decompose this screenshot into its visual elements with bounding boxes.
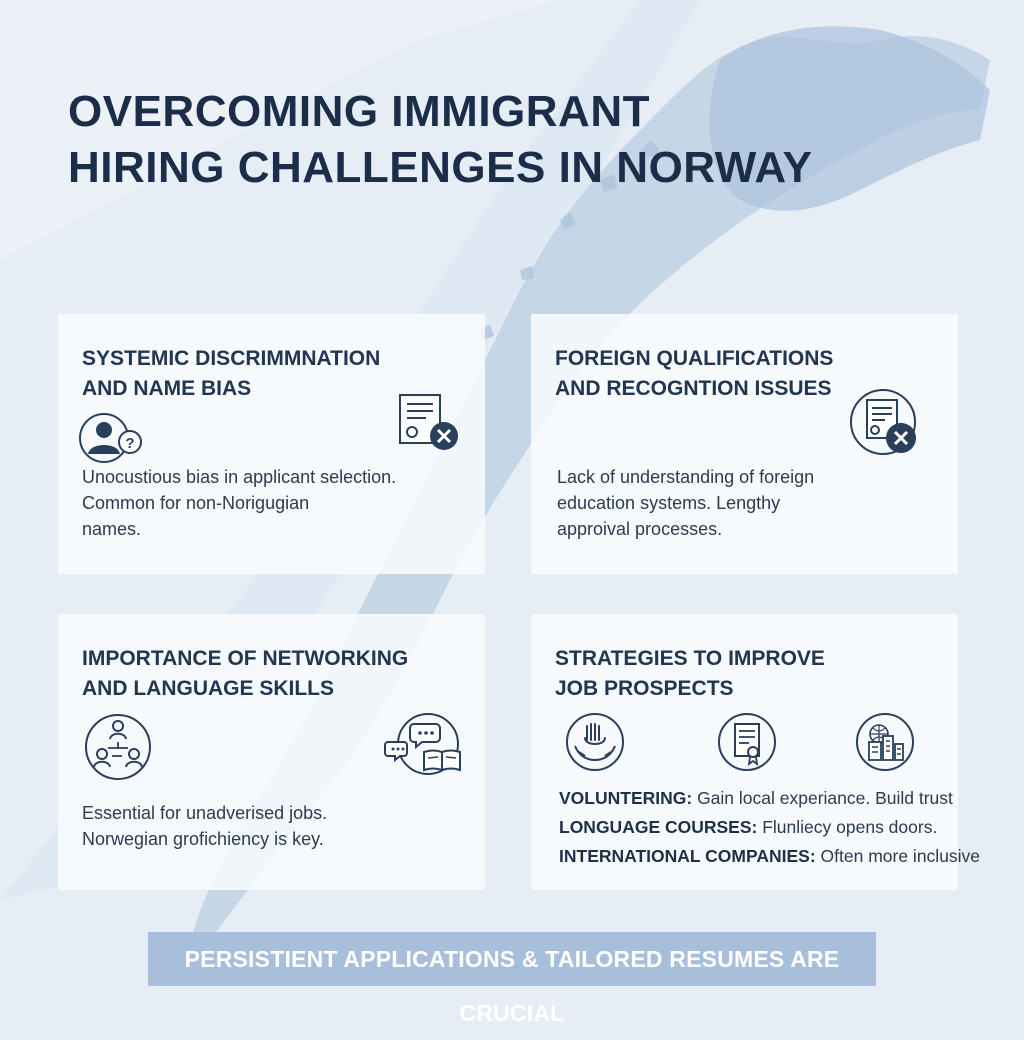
card-heading <box>555 644 825 704</box>
card-heading <box>555 344 833 404</box>
card-heading-line-2: JOB PROSPECTS <box>555 677 734 700</box>
certificate-rejected-icon <box>396 392 462 454</box>
card-text-line-3: names. <box>82 519 142 539</box>
list-item-text: Flunliecy opens doors. <box>757 817 938 837</box>
card-description <box>557 464 814 542</box>
svg-text:?: ? <box>125 435 135 452</box>
card-strategies <box>531 614 981 890</box>
strategies-list <box>559 784 980 871</box>
certificate-icon <box>717 712 777 772</box>
card-heading-line-2: AND RECOGNTION ISSUES <box>555 377 832 400</box>
card-text-line-1: Lack of understanding of foreign <box>557 467 815 487</box>
list-item <box>559 784 980 813</box>
card-qualifications <box>531 314 958 574</box>
page-title-line-1: OVERCOMING IMMIGRANT <box>68 87 650 136</box>
card-heading-line-2: AND LANGUAGE SKILLS <box>82 677 334 700</box>
card-heading-line-2: AND NAME BIAS <box>82 377 252 400</box>
card-description <box>82 464 396 542</box>
person-question-icon <box>78 410 148 466</box>
list-item-text: Often more inclusive <box>815 846 981 866</box>
card-text-line-2: Common for non-Norigugian <box>82 493 310 513</box>
page-title-line-2: HIRING CHALLENGES IN NORWAY <box>68 143 813 192</box>
list-item <box>559 842 980 871</box>
list-item-text: Gain local experiance. Build trust <box>692 788 953 808</box>
card-text-line-2: Norwegian grofichiency is key. <box>82 829 324 849</box>
document-rejected-icon <box>849 386 925 462</box>
card-heading-line-1: FOREIGN QUALIFICATIONS <box>555 347 834 370</box>
card-heading-line-1: STRATEGIES TO IMPROVE <box>555 647 825 670</box>
card-heading-line-1: SYSTEMIC DISCRIMMNATION <box>82 347 381 370</box>
card-text-line-1: Unocustious bias in applicant selection. <box>82 467 397 487</box>
card-text-line-2: education systems. Lengthy <box>557 493 781 513</box>
page-title <box>68 84 812 196</box>
list-item-label: LONGUAGE COURSES: <box>559 817 758 837</box>
list-item-label: INTERNATIONAL COMPANIES: <box>559 846 816 866</box>
list-item-label: VOLUNTERING: <box>559 788 693 808</box>
footer-banner: PERSISTIENT APPLICATIONS & TAILORED RESUMES ARE CRUCIAL <box>148 932 876 986</box>
network-people-icon <box>82 712 154 782</box>
card-heading <box>82 644 408 704</box>
list-item <box>559 813 980 842</box>
card-description <box>82 800 327 852</box>
card-text-line-1: Essential for unadverised jobs. <box>82 803 328 823</box>
card-networking <box>58 614 485 890</box>
card-text-line-3: approival processes. <box>557 519 723 539</box>
helping-hands-icon <box>565 712 625 772</box>
card-heading <box>82 344 380 404</box>
speech-book-icon <box>384 710 464 780</box>
card-discrimination <box>58 314 485 574</box>
office-buildings-icon <box>855 712 915 772</box>
card-heading-line-1: IMPORTANCE OF NETWORKING <box>82 647 409 670</box>
